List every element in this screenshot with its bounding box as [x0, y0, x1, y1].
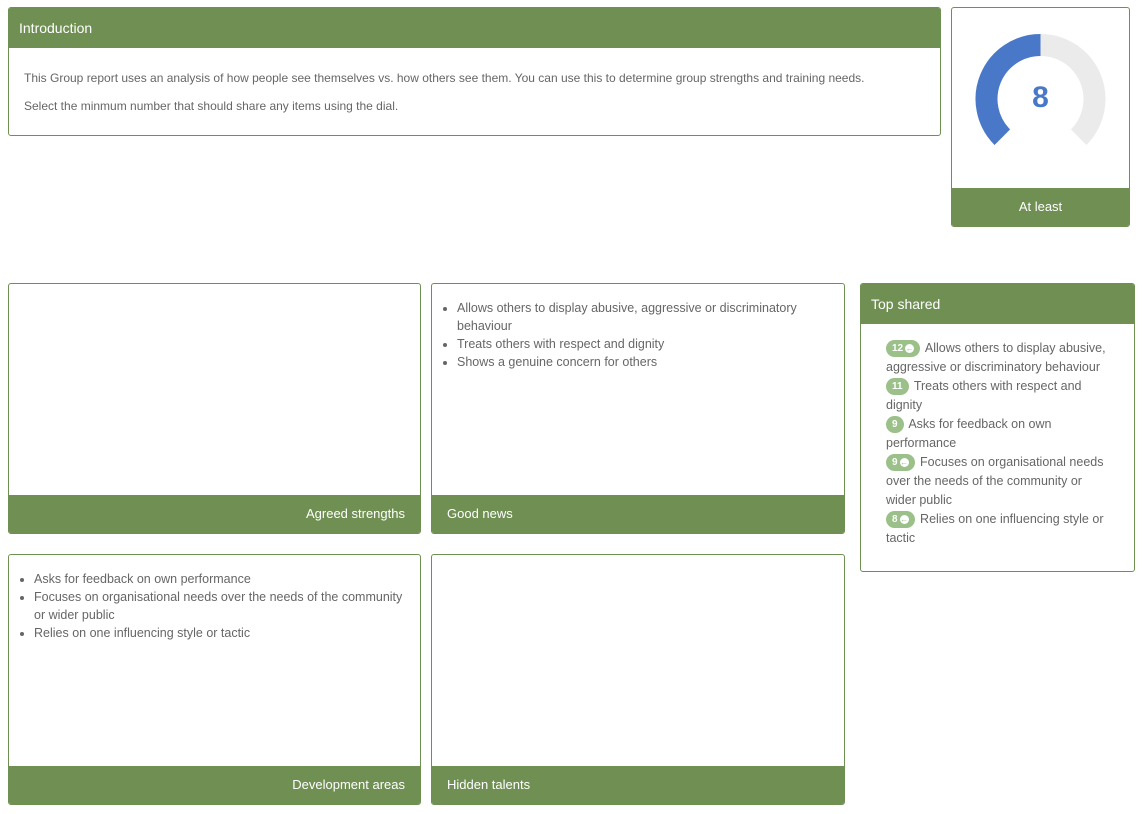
agreed-strengths-label: Agreed strengths: [9, 495, 420, 533]
top-shared-header: Top shared: [861, 284, 1134, 324]
introduction-body: [9, 48, 940, 120]
agreed-strengths-list: [9, 284, 420, 299]
dial-value: 8: [1032, 81, 1049, 114]
dial[interactable]: [952, 8, 1129, 188]
list-item: • Allows others to display abusive, aggressive or discriminatory behaviour: [457, 299, 829, 335]
list-item: • Focuses on organisational needs over the needs of the community or wider public: [34, 588, 405, 624]
dial-label: At least: [952, 188, 1129, 226]
count-value: 9: [892, 419, 898, 430]
arrow-circle-icon: ←: [905, 344, 914, 353]
hidden-talents-label: Hidden talents: [432, 766, 844, 804]
list-item: • Treats others with respect and dignity: [457, 335, 829, 353]
top-shared-item-text: Treats others with respect and dignity: [886, 379, 1082, 412]
count-value: 8: [892, 514, 898, 525]
good-news-panel: [431, 283, 845, 534]
count-badge[interactable]: [886, 340, 920, 357]
top-shared-panel: [860, 283, 1135, 572]
count-badge[interactable]: [886, 511, 915, 528]
good-news-label: Good news: [432, 495, 844, 533]
top-shared-item-text: Asks for feedback on own performance: [886, 417, 1052, 450]
list-item: • Shows a genuine concern for others: [457, 353, 829, 371]
hidden-talents-list: [432, 555, 844, 570]
dial-panel: [951, 7, 1130, 227]
top-shared-item-text: Focuses on organisational needs over the needs of the community or wider public: [886, 455, 1104, 507]
count-value: 9: [892, 457, 898, 468]
development-areas-list: [9, 555, 420, 642]
top-shared-item: [886, 377, 1114, 415]
development-areas-label: Development areas: [9, 766, 420, 804]
introduction-line-2: Select the minmum number that should share any items using the dial.: [24, 99, 399, 113]
top-shared-item: [886, 453, 1114, 510]
top-shared-item: [886, 415, 1114, 453]
top-shared-item: [886, 339, 1114, 377]
introduction-line-1: This Group report uses an analysis of how people see themselves vs. how others see them. You can use this to determine group strengths and training needs.: [24, 71, 865, 85]
introduction-panel: [8, 7, 941, 136]
introduction-header: Introduction: [9, 8, 940, 48]
development-areas-panel: [8, 554, 421, 805]
count-value: 11: [892, 381, 903, 392]
hidden-talents-panel: [431, 554, 845, 805]
top-shared-item-text: Relies on one influencing style or tactic: [886, 512, 1104, 545]
count-value: 12: [892, 343, 904, 354]
count-badge[interactable]: [886, 416, 904, 433]
arrow-circle-icon: ←: [900, 515, 909, 524]
list-item: • Relies on one influencing style or tactic: [34, 624, 405, 642]
arrow-circle-icon: ←: [900, 458, 909, 467]
good-news-list: [432, 284, 844, 371]
top-shared-list: [861, 324, 1134, 548]
top-shared-item: [886, 510, 1114, 548]
list-item: • Asks for feedback on own performance: [34, 570, 405, 588]
count-badge[interactable]: [886, 378, 909, 395]
count-badge[interactable]: [886, 454, 915, 471]
agreed-strengths-panel: [8, 283, 421, 534]
top-shared-item-text: Allows others to display abusive, aggressive or discriminatory behaviour: [886, 341, 1106, 374]
